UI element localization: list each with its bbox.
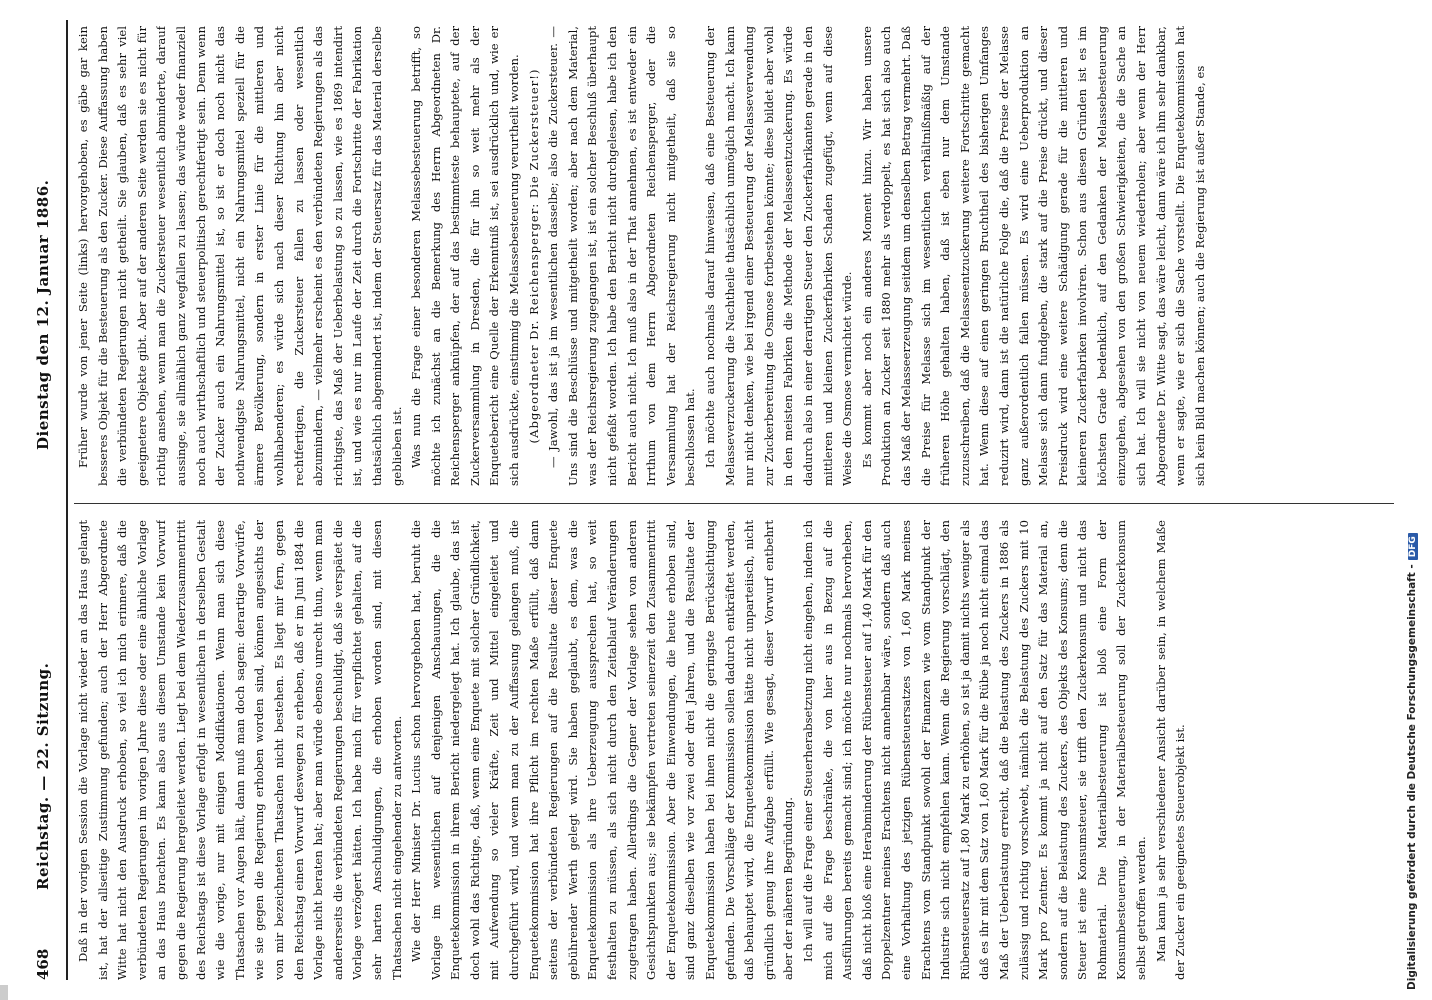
document-page: [26, 20, 1406, 980]
session-date: Dienstag den 12. Januar 1886.: [34, 179, 52, 450]
left-column: [74, 520, 1394, 980]
text-columns: [74, 20, 1394, 980]
right-paragraph-2: Was nun die Frage einer besonderen Melassebesteuerung betrifft, so möchte ich zunächst an die Bemerkung des Herrn Abgeordneten Dr. Reichensperger anknüpfen, der auf das bestimmteste behauptete, auf der Zuckerversammlung in Dresden, die für ihn so weit mehr als der Enquetebericht eine Quelle der Erkenntniß ist, sei ausdrücklich und, wie er sich ausdrückte, einstimmig die Melassebesteuerung verurtheilt worden.: [409, 26, 522, 486]
dfg-logo-badge: DFG: [1408, 533, 1418, 560]
scan-edge-mark: [0, 985, 8, 1000]
left-paragraph-2: Wie der Herr Minister Dr. Lucius schon hervorgehoben hat, beruht die Vorlage im wesentlichen auf denjenigen Anschauungen, die die Enquetekommission in ihrem Bericht niedergelegt hat. Ich glaube, das ist doch wohl das Richtige, daß, wenn eine Enquete mit solcher Gründlichkeit, mit Aufwendung so vieler Kräfte, Zeit und Mittel eingeleitet und durchgeführt wird, und wenn man zu der Auffassung gelangen muß, die Enquetekommission hat ihre Pflicht im rechten Maße erfüllt, daß dann seitens der verbündeten Regierungen auf die Resultate dieser Enquete gebührender Werth gelegt wird. Sie haben geglaubt, es dem, was die Enquetekommission als ihre Ueberzeugung aussprechen hat, so weit festhalten zu müssen, als sich nicht durch den Zeitablauf Veränderungen zugetragen haben. Allerdings die Gegner der Vorlage sehen von anderen Gesichtspunkten aus; sie bekämpfen vertreten seinerzeit den Zusammentritt der Enquetekommission. Aber die Einwendungen, die heute erhoben sind, sind ganz dieselben wie vor zwei oder drei Jahren, und die Resultate der Enquetekommission haben bei ihnen nicht die geringste Berücksichtigung gefunden. Die Vorschläge der Kommission sollen dadurch entkräftet werden, daß behauptet wird, die Enquetekommission hätte nicht unparteiisch, nicht gründlich genug ihre Aufgabe erfüllt. Wie gesagt, dieser Vorwurf entbehrt aber der näheren Begründung.: [409, 520, 796, 980]
right-paragraph-5: Es kommt aber noch ein anderes Moment hinzu. Wir haben unsere Produktion an Zucker seit 1880 mehr als verdoppelt, es hat sich also auch das Maß der Melasseerzeugung seitdem um denselben Betrag vermehrt. Daß die Preise für Melasse sich im wesentlichen verhältnißmäßig auf der früheren Höhe gehalten haben, daß ist eben nur dem Umstande zuzuschreiben, daß die Melasseentzuckerung weitere Fortschritte gemacht hat. Wenn diese auf einen geringen Bruchtheil des bisherigen Umfanges reduzirt wird, dann ist die natürliche Folge die, daß die Preise der Melasse ganz außerordentlich fallen müssen. Es wird eine Ueberproduktion an Melasse sich dann fundgeben, die stark auf die Preise drückt, und dieser Preisdruck wird eine weitere Schädigung gerade für die mittleren und kleineren Zuckerfabriken involviren. Schon aus diesen Gründen ist es im höchsten Grade bedenklich, auf den Gedanken der Melassebesteuerung einzugehen, abgesehen von den großen Schwierigkeiten, die die Sache an sich hat. Ich will sie nicht von neuem wiederholen; aber wenn der Herr Abgeordnete Dr. Witte sagt, das wäre leicht, dann wäre ich ihm sehr dankbar, wenn er sagte, wie er sich die Sache vorstellt. Die Enquetekommission hat sich kein Bild machen können; auch die Regierung ist außer Stande, es: [859, 26, 1207, 486]
left-paragraph-4: Man kann ja sehr verschiedener Ansicht darüber sein, in welchem Maße der Zucker ein geeignetes Steuerobjekt ist.: [1153, 520, 1188, 980]
right-paragraph-1: Früher wurde von jener Seite (links) hervorgehoben, es gäbe gar kein besseres Objekt für die Besteuerung als den Zucker. Diese Auffassung haben die verbündeten Regierungen nicht getheilt. Sie glauben, daß es sehr viel geeignetere Objekte gibt. Aber auf der anderen Seite werden sie es nicht für richtig ansehen, wenn man die Zuckersteuer wesentlich abminderte, darauf aussinge, sie allmählich ganz wegfallen zu lassen; das würde weder finanziell noch auch wirthschaftlich und steuerpolitisch gerechtfertigt sein. Denn wenn der Zucker auch ein Nahrungsmittel ist, so ist er doch noch nicht das nothwendigste Nahrungsmittel, nicht ein Nahrungsmittel speziell für die ärmere Bevölkerung, sondern in erster Linie für die mittleren und wohlhabenderen; es würde sich nach dieser Richtung hin aber nicht rechtfertigen, die Zuckersteuer fallen zu lassen oder wesentlich abzumindern, — vielmehr erscheint es den verbündeten Regierungen als das richtigste, das Maß der Ueberbelastung so zu lassen, wie es 1869 intendirt ist, und wie es nur im Laufe der Zeit durch die Fortschritte der Fabrikation thatsächlich abgemindert ist, indem der Steuersatz für das Material derselbe geblieben ist.: [76, 26, 404, 486]
column-divider: [74, 503, 1394, 504]
page-header: [26, 20, 68, 980]
page-number: 468: [34, 948, 52, 980]
left-paragraph-1: Daß in der vorigen Session die Vorlage nicht wieder an das Haus gelangt ist, hat der allseitige Zustimmung gefunden; auch der Herr Abgeordnete Witte hat nicht den Ausdruck erhoben, so viel ich mich erinnere, daß die verbündeten Regierungen im vorigen Jahre diese oder eine ähnliche Vorlage an das Haus brachten. Es kann also aus diesem Umstande kein Vorwurf gegen die Regierung hergeleitet werden. Liegt bei dem Wiederzusammentritt des Reichstags ist diese Vorlage erfolgt in wesentlichen in derselben Gestalt wie die vorige, nur mit einigen Modifikationen. Wenn man sich diese Thatsachen vor Augen hält, dann muß man doch sagen: derartige Vorwürfe, wie sie gegen die Regierung erhoben worden sind, können angesichts der von mir bezeichneten Thatsachen nicht bestehen. Es liegt mir fern, gegen den Reichstag einen Vorwurf deswegen zu erheben, daß er im Juni 1884 die Vorlage nicht beraten hat; aber man würde ebenso unrecht thun, wenn man andererseits die verbündeten Regierungen beschuldigt, daß sie verspätet die Vorlage verzögert hätten. Ich habe mich für verpflichtet gehalten, auf die sehr harten Anschuldigungen, die erhoben worden sind, mit diesen Thatsachen nicht eingehender zu antworten.: [76, 520, 404, 980]
session-title: Reichstag. — 22. Sitzung.: [34, 662, 52, 890]
right-column: [74, 26, 1394, 486]
credit-text: Digitalisierung gefördert durch die Deutsche Forschungsgemeinschaft -: [1406, 564, 1418, 990]
digitization-credit: [1406, 230, 1424, 990]
interjection: (Abgeordneter Dr. Reichensperger: Die Zuckersteuer!): [526, 68, 541, 444]
right-paragraph-4: Ich möchte auch nochmals darauf hinweisen, daß eine Besteuerung der Melasseverzuckerung die Nachtheile thatsächlich unmöglich macht. Ich kann nur nicht denken, wie bei irgend einer Besteuerung der Melasseverwendung zur Zuckerbereitung die Osmose fortbestehen könnte; diese bildet aber wohl in den meisten Fabriken die Methode der Melasseentzuckerung. Es würde dadurch also in einer derartigen Steuer den Zuckerfabrikanten gerade in den mittleren und kleinen Zuckerfabriken Schaden zugefügt, wenn auf diese Weise die Osmose vernichtet würde.: [703, 26, 855, 486]
left-paragraph-3: Ich will auf die Frage einer Steuerherabsetzung nicht eingehen, indem ich mich auf die Frage beschränke, die von hier aus in Bezug auf die Ausführungen bereits gemacht sind; ich möchte nur nochmals hervorheben, daß nicht bloß eine Herabminderung der Rübensteuer auf 1,40 Mark für den Doppelzentner meines Erachtens nicht annehmbar wäre, sondern daß auch eine Vorhaltung des jetzigen Rübensteuersatzes von 1,60 Mark meines Erachtens vom Standpunkt sowohl der Finanzen wie vom Standpunkt der Industrie sich nicht empfehlen kann. Wenn die Regierung vorschlägt, den Rübensteuersatz auf 1,80 Mark zu erhöhen, so ist ja damit nichts weniger als daß es ihr mit dem Satz von 1,60 Mark für die Rübe ja noch nicht einmal das Maß der Ueberlastung erreicht, daß die Belastung des Zuckers in 1886 als zulässig und richtig vorschwebt, nämlich die Belastung des Zuckers mit 10 Mark pro Zentner. Es kommt ja nicht auf den Satz für das Material an, sondern auf die Belastung des Zuckers, des Objekts des Konsums; denn die Steuer ist eine Konsumsteuer, sie trifft den Zuckerkonsum und nicht das Rohmaterial. Die Materialbesteuerung ist bloß eine Form der Konsumbesteuerung, in der Materialbesteuerung soll der Zuckerkonsum selbst getroffen werden.: [800, 520, 1149, 980]
right-paragraph-3: — Jawohl, das ist ja im wesentlichen dasselbe; also die Zuckersteuer. — Uns sind die Beschlüsse und mitgetheilt worden; aber nach dem Material, was der Reichsregierung zugegangen ist, ist ein solcher Beschluß überhaupt nicht gefaßt worden. Ich habe den Bericht nicht durchgelesen, habe ich den Bericht auch nicht. Ich muß also in der That annehmen, es ist entweder ein Irrthum von dem Herrn Abgeordneten Reichensperger, oder die Versammlung hat der Reichsregierung nicht mitgetheilt, daß sie so beschlossen hat.: [546, 26, 698, 486]
